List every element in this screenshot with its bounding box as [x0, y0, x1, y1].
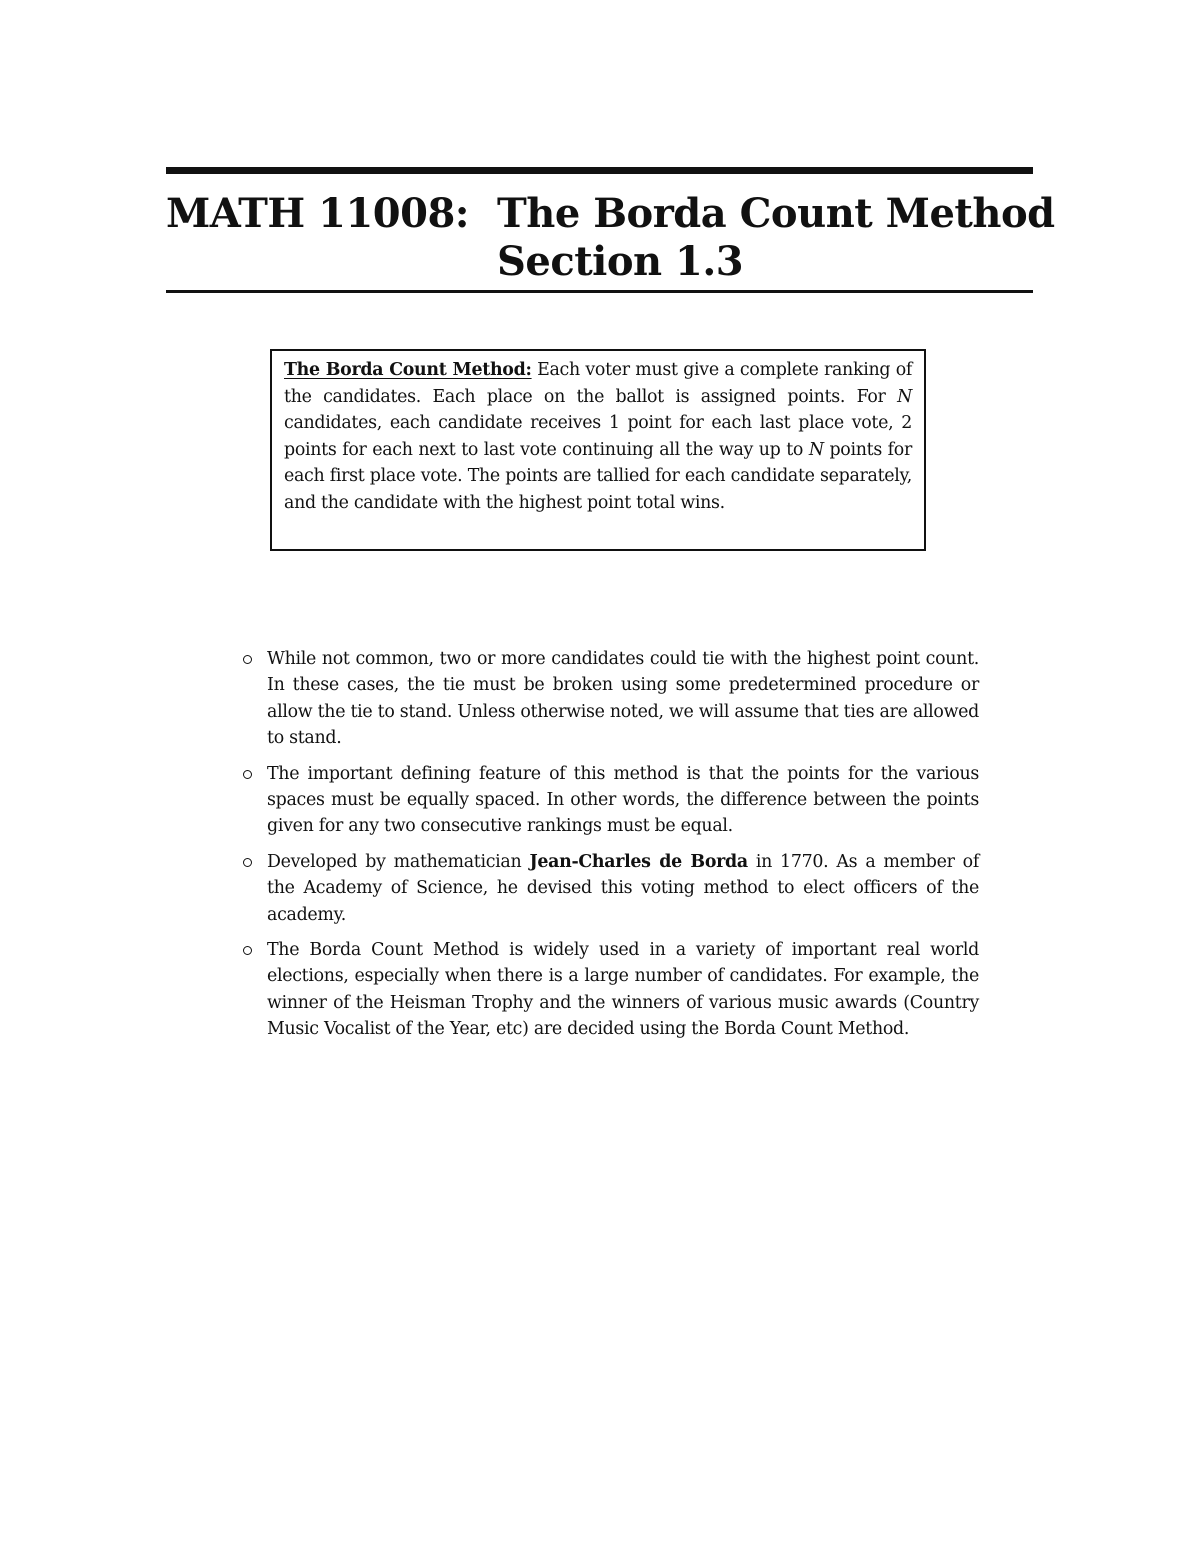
definition-box: [270, 349, 926, 551]
definition-variable-n: N: [897, 386, 912, 407]
list-item: [243, 937, 979, 1043]
list-item-text: The important defining feature of this method is that the points for the various spaces must be equally spaced. In other words, the difference between the points given for any two consecutive rankings must be equal.: [267, 763, 979, 837]
page-title: The Borda Count Method: [497, 190, 1055, 237]
definition-text-part3: points for each first place vote. The points are tallied for each candidate separately, and the candidate with the highest point total wins.: [284, 439, 912, 513]
header-bottom-rule: [166, 290, 1033, 293]
mathematician-name: Jean-Charles de Borda: [529, 851, 748, 872]
circle-bullet-icon: [243, 946, 252, 955]
definition-text-part2: candidates, each candidate receives 1 point for each last place vote, 2 points for each next to last vote continuing all the way up to: [284, 413, 912, 460]
definition-variable-n-second: N: [808, 439, 824, 460]
circle-bullet-icon: [243, 655, 252, 664]
course-code: MATH 11008:: [166, 190, 470, 237]
section-number: Section 1.3: [497, 238, 744, 285]
list-item: [243, 761, 979, 840]
notes-list: [243, 646, 979, 1052]
circle-bullet-icon: [243, 770, 252, 779]
list-item: [243, 646, 979, 752]
list-item-text: While not common, two or more candidates could tie with the highest point count. In these cases, the tie must be broken using some predetermined procedure or allow the tie to stand. Unless otherwise noted, we will assume that ties are allowed to stand.: [267, 649, 979, 749]
definition-text-part1: Each voter must give a complete ranking of the candidates. Each place on the ballot is assigned points. For: [284, 360, 913, 407]
circle-bullet-icon: [243, 858, 252, 867]
list-item: [243, 849, 979, 928]
list-item-text-after: in 1770. As a member of the Academy of Science, he devised this voting method to elect officers of the academy.: [267, 851, 979, 925]
list-item-text-before: Developed by mathematician: [267, 851, 530, 872]
definition-term: The Borda Count Method:: [284, 360, 532, 380]
header-top-rule: [166, 167, 1033, 174]
list-item-text: The Borda Count Method is widely used in a variety of important real world elections, especially when there is a large number of candidates. For example, the winner of the Heisman Trophy and the winners of various music awards (Country Music Vocalist of the Year, etc) are decided using the Borda Count Method.: [267, 940, 979, 1040]
